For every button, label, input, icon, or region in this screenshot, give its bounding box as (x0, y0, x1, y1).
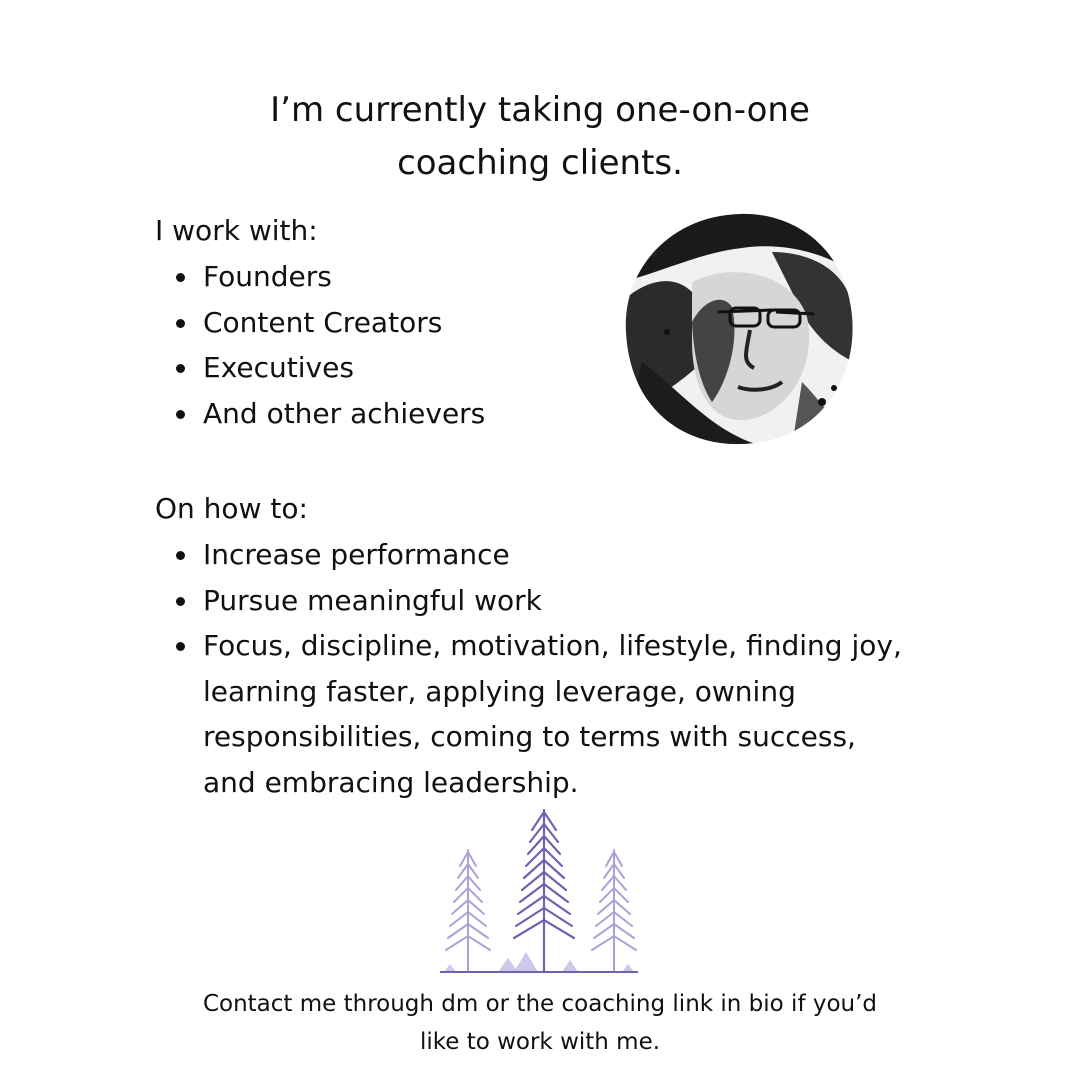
headline-line-2: coaching clients. (397, 143, 683, 183)
list-item: Content Creators (155, 300, 595, 346)
headline-line-1: I’m currently taking one-on-one (270, 90, 810, 130)
list-item: Founders (155, 254, 595, 300)
contact-line-2: like to work with me. (419, 1029, 661, 1055)
list-item: Focus, discipline, motivation, lifestyle, finding joy, learning faster, applying leverage, owning responsibilities, coming to terms with success, and embracing leadership. (155, 623, 915, 805)
list-item: Pursue meaningful work (155, 578, 915, 624)
list-item: And other achievers (155, 391, 595, 437)
list-item: Increase performance (155, 532, 915, 578)
ink-portrait-illustration (622, 212, 854, 446)
how-to-label: On how to: (155, 492, 308, 525)
list-item: Executives (155, 345, 595, 391)
work-with-list (155, 254, 595, 436)
headline (0, 84, 1080, 190)
how-to-list (155, 532, 915, 806)
contact-line-1: Contact me through dm or the coaching link in bio if you’d (202, 991, 878, 1017)
contact-text (0, 985, 1080, 1061)
pine-trees-icon (436, 806, 642, 976)
work-with-label: I work with: (155, 214, 318, 247)
